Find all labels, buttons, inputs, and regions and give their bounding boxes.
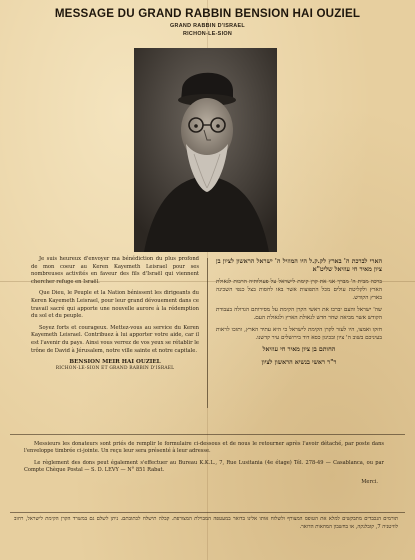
donation-paragraph-2: Le règlement des dons peut également s'effectuer au Bureau K.K.L., 7, Rue Lusitania (4e étage) Tél. 278-49 — Casablanca, ou par Compte Chèque Postal — S. D. LEVY — N° 851 Rabat. <box>24 459 384 474</box>
document-title: MESSAGE DU GRAND RABBIN BENSION HAI OUZIEL <box>54 7 361 20</box>
section-rule-bottom <box>10 512 405 513</box>
merci-text: Merci. <box>361 478 378 485</box>
column-divider <box>207 258 208 408</box>
french-paragraph-3: Soyez forts et courageux. Mettez-vous au service du Keren Kayemeth Leisrael. Contribuez à lui apporter votre aide, car il est l'avenir du pays. Ainsi vous verrez de vos yeux se rétablir le trône de David à Jérusalem, notre ville sainte et notre capitale. <box>31 324 199 354</box>
hebrew-signature-line-2: ר"ר ראשי בנשיא הראשון לציון <box>261 358 337 366</box>
donation-paragraph-1: Messieurs les donateurs sont priés de remplir le formulaire ci-dessous et de nous le retourner après l'avoir détaché, par poste dans l'enveloppe timbrée ci-jointe. Un reçu leur sera présenté à leur adresse. <box>24 441 384 455</box>
hebrew-heading: הארי לברכת ה' בארץ לק.ק.ל היו המוזיל ה' ישראל הראשון לציון בן ציון מאיר חי עוזיאל שליט"א <box>216 258 382 273</box>
document-subtitle-rank: GRAND RABBIN D'ISRAEL <box>170 23 245 29</box>
hebrew-paragraph-2: שה' ישראל והעם יברכו את ראשי הקרן הקימת על מסירותם הגדולה בעבודת הקודש אשר מביאה שחר חדש לגאולת הארץ ולגאולת העם. <box>216 307 382 321</box>
hebrew-paragraph-1: ברכה מבית ה' מברך אני את קרן קימת לישראל על פעולותיה הרבות לגאולת הארץ ולקליטת עולים מכל התפוצות אשר באו לחסות בצל כנפי השכינה בארץ הקודש. <box>216 279 382 301</box>
french-paragraph-1: Je suis heureux d'envoyer ma bénédiction du plus profond de mon coeur au Keren Kayemeth Leisrael pour ses nombreuses activités en faveur des fils d'Israël qui viennent chercher refuge en Israël. <box>31 256 199 285</box>
hebrew-message-column <box>216 258 382 428</box>
hebrew-paragraph-3: חזקו ואמצו, היו לעזר לקרן הקימת לישראל כי היא עתיד הארץ, ותזכו לראות בעיניכם בשוב ה' ציון ובכינון כסא דוד בירושלים עיר קדשנו. <box>216 327 382 341</box>
french-paragraph-2: Que Dieu, le Peuple et la Nation bénissent les dirigeants du Keren Kayemeth Leisrael, pour leur grand dévouement dans ce travail sacré qui apporte une nouvelle aurore à la rédemption du sol et du peuple. <box>31 290 199 320</box>
document-subtitle-title: RICHON-LE-SION <box>182 31 233 37</box>
hebrew-signature-line-1: החותם בן ציון מאיר חי עוזיאל <box>262 346 336 353</box>
french-signature-name: BENSION MEIR HAI OUZIEL <box>69 359 161 366</box>
donation-instructions-hebrew <box>14 516 398 531</box>
french-signature-title: RICHON-LE-SION ET GRAND RABBIN D'ISRAEL <box>55 366 175 372</box>
donation-instructions-french <box>24 441 384 486</box>
rabbi-portrait-photo <box>134 48 277 252</box>
section-rule-top <box>10 434 405 435</box>
hebrew-donation-text: תורמים הנכבדים מתבקשים למלא את הטופס המצורף ולשלוח אותו אלינו בדואר במעטפה המבוילת המצורפת. קבלה תישלח לכתובתם. ניתן לשלם גם במשרד הקרן הקימת לישראל, רחוב לוזיטניה 7, קזבלנקה, או בחשבון המחאות הדואר. <box>14 516 398 530</box>
french-message-column <box>31 256 199 426</box>
